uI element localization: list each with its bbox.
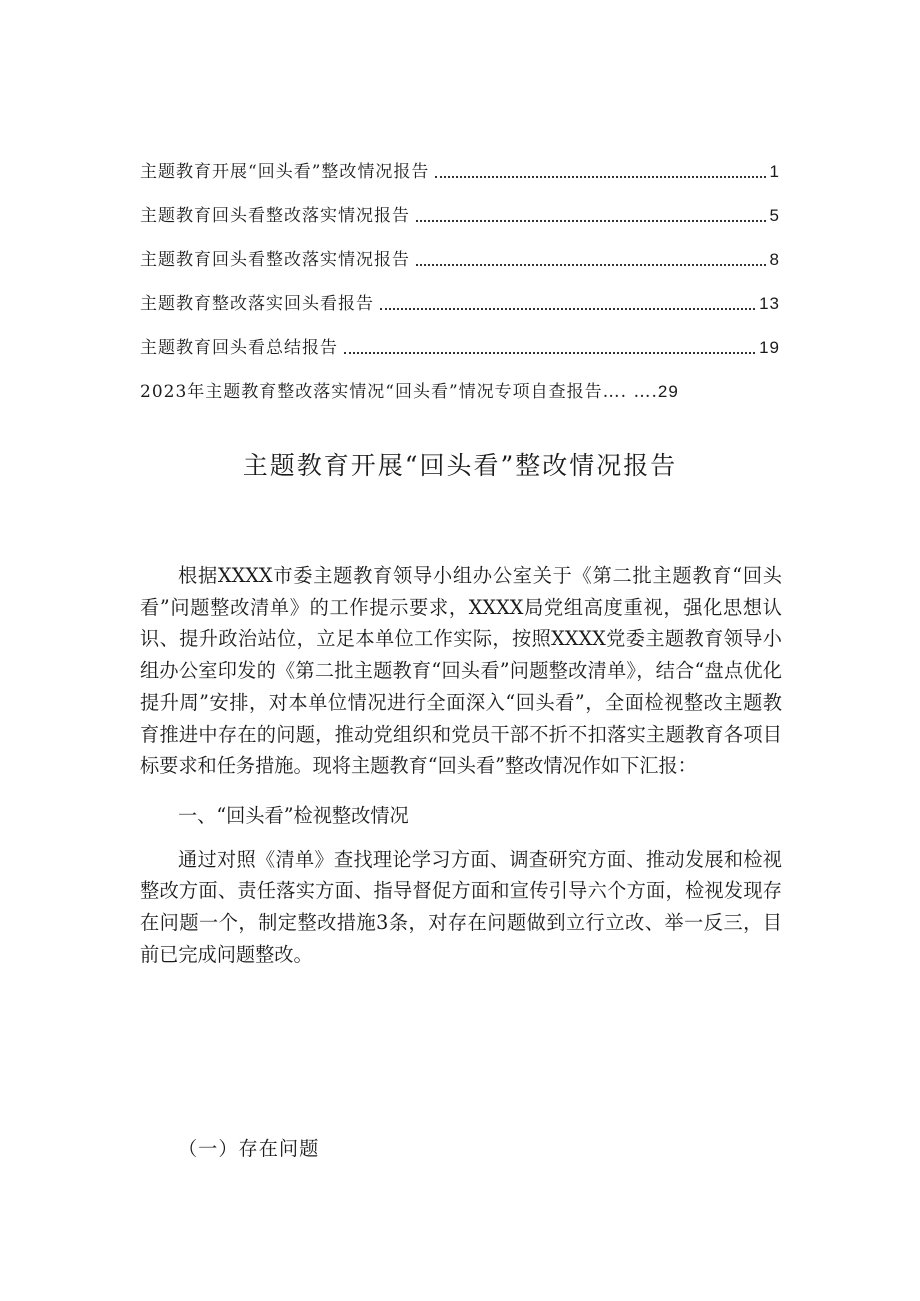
toc-leader-dots	[380, 308, 755, 310]
toc-leader-dots	[416, 220, 766, 222]
toc-entry[interactable]	[140, 182, 780, 226]
document-body	[140, 560, 782, 970]
toc-entry-page: 13	[759, 294, 780, 313]
toc-leader-dots	[416, 264, 766, 266]
toc-entry[interactable]	[140, 270, 780, 314]
toc-entry-title: 主题教育回头看整改落实情况报告	[140, 206, 410, 226]
section-heading: 一、“回头看”检视整改情况	[178, 803, 409, 827]
toc-leader-dots	[435, 176, 765, 178]
toc-entry-title: 主题教育开展“回头看”整改情况报告	[140, 162, 430, 182]
subsection-heading: （一）存在问题	[178, 1137, 320, 1160]
table-of-contents	[140, 138, 780, 402]
toc-entry-title: 主题教育回头看总结报告	[140, 338, 338, 358]
toc-entry[interactable]	[140, 138, 780, 182]
toc-entry-page: 5	[769, 206, 780, 225]
body-paragraph: 根据XXXX市委主题教育领导小组办公室关于《第二批主题教育“回头看”问题整改清单》的工作提示要求，XXXX局党组高度重视，强化思想认识、提升政治站位，立足本单位工作实际，按照XXXX党委主题教育领导小组办公室印发的《第二批主题教育“回头看”问题整改清单》，结合“盘点优化提升周”安排，对本单位情况进行全面深入“回头看”，全面检视整改主题教育推进中存在的问题，推动党组织和党员干部不折不扣落实主题教育各项目标要求和任务措施。现将主题教育“回头看”整改情况作如下汇报：	[140, 564, 782, 778]
toc-entry[interactable]	[140, 314, 780, 358]
toc-entry-page: 1	[769, 162, 780, 181]
toc-entry-page: 8	[769, 250, 780, 269]
toc-entry[interactable]	[140, 226, 780, 270]
toc-entry-page: 29	[657, 382, 679, 401]
toc-leader-dots	[344, 352, 755, 354]
toc-entry-title: 主题教育整改落实回头看报告	[140, 294, 374, 314]
toc-entry-title: 主题教育回头看整改落实情况报告	[140, 250, 410, 270]
body-paragraph: 通过对照《清单》查找理论学习方面、调查研究方面、推动发展和检视整改方面、责任落实方面、指导督促方面和宣传引导六个方面，检视发现存在问题一个，制定整改措施3条，对存在问题做到立行立改、举一反三，目前已完成问题整改。	[140, 847, 782, 966]
toc-entry[interactable]	[140, 358, 750, 402]
document-title: 主题教育开展“回头看”整改情况报告	[242, 451, 678, 480]
toc-entry-title: 2023年主题教育整改落实情况“回头看”情况专项自查报告…. ….	[140, 382, 658, 402]
toc-entry-page: 19	[759, 338, 780, 357]
